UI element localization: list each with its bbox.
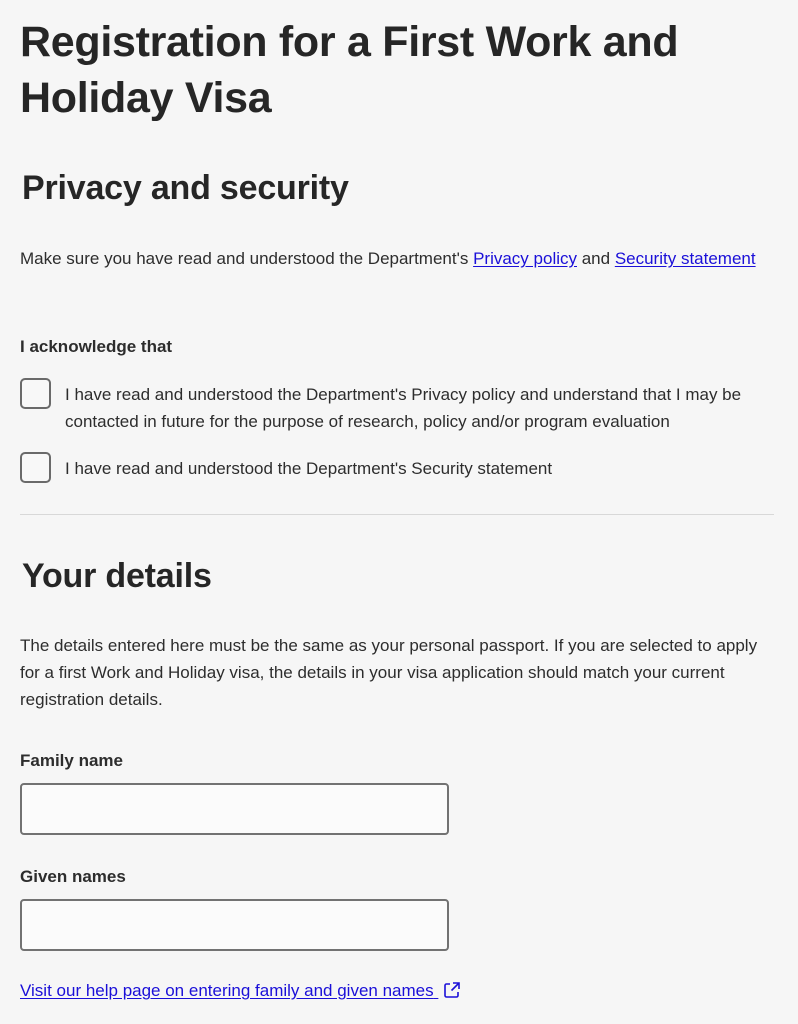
given-names-label: Given names bbox=[20, 867, 126, 886]
privacy-policy-checkbox-label[interactable]: I have read and understood the Department's Privacy policy and understand that I may be contacted in future for the purpose of research, policy and/or program evaluation bbox=[65, 385, 742, 431]
help-page-link[interactable] bbox=[20, 978, 461, 1004]
section-divider bbox=[20, 514, 774, 515]
acknowledge-label: I acknowledge that bbox=[20, 337, 173, 356]
given-names-input[interactable] bbox=[20, 899, 449, 951]
your-details-description: The details entered here must be the same as your personal passport. If you are selected to apply for a first Work and Holiday visa, the details in your visa application should match your current registration details. bbox=[20, 636, 758, 709]
family-name-label: Family name bbox=[20, 751, 123, 770]
privacy-intro bbox=[20, 245, 765, 272]
external-link-icon bbox=[443, 981, 461, 999]
your-details-heading: Your details bbox=[22, 557, 212, 595]
family-name-input[interactable] bbox=[20, 783, 449, 835]
help-page-link-text[interactable]: Visit our help page on entering family and given names bbox=[20, 981, 434, 1000]
security-statement-link[interactable]: Security statement bbox=[614, 249, 756, 268]
privacy-intro-before: Make sure you have read and understood the Department's bbox=[20, 249, 474, 268]
privacy-policy-link[interactable]: Privacy policy bbox=[473, 249, 577, 268]
privacy-policy-checkbox[interactable] bbox=[20, 378, 51, 409]
privacy-heading: Privacy and security bbox=[22, 169, 349, 207]
security-statement-checkbox-label[interactable]: I have read and understood the Department's Security statement bbox=[65, 459, 553, 478]
security-statement-checkbox[interactable] bbox=[20, 452, 51, 483]
page-title: Registration for a First Work and Holiday Visa bbox=[20, 18, 679, 122]
privacy-intro-middle: and bbox=[577, 249, 615, 268]
